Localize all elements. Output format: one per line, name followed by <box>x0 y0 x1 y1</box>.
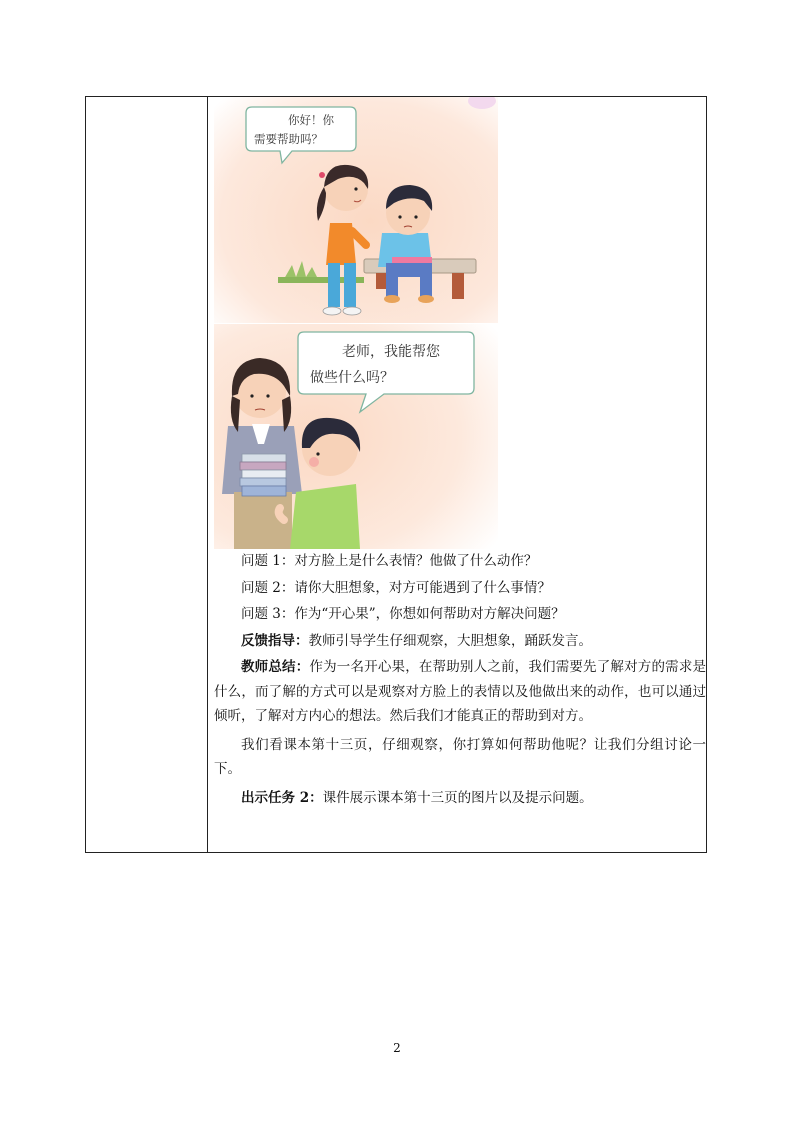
summary-label: 教师总结： <box>241 659 310 675</box>
summary-paragraph <box>214 655 706 729</box>
page-number: 2 <box>393 1041 401 1055</box>
illustration-girl-helping-boy <box>214 97 498 323</box>
illustration-boy-helping-teacher <box>214 324 498 549</box>
bubble-line-2: 做些什么吗？ <box>310 370 394 386</box>
task-text: 课件展示课本第十三页的图片以及提示问题。 <box>322 789 593 806</box>
task-label: 出示任务 2： <box>241 789 323 806</box>
column-divider <box>207 97 208 852</box>
feedback-paragraph <box>214 629 706 654</box>
bubble-line-1: 老师，我能帮您 <box>342 344 440 360</box>
book-stack <box>240 454 286 496</box>
feedback-text: 教师引导学生仔细观察，大胆想象，踊跃发言。 <box>308 632 592 649</box>
lesson-text <box>214 549 706 814</box>
task-paragraph <box>214 786 706 811</box>
bubble-line-2: 需要帮助吗？ <box>254 132 323 146</box>
question-2: 问题 2：请你大胆想象，对方可能遇到了什么事情？ <box>241 579 551 596</box>
feedback-label: 反馈指导： <box>241 632 309 649</box>
question-3: 问题 3：作为“开心果”，你想如何帮助对方解决问题？ <box>241 606 565 622</box>
summary-text: 作为一名开心果，在帮助别人之前，我们需要先了解对方的需求是什么，而了解的方式可以是观察对方脸上的表情以及他做出来的动作，也可以通过倾听，了解对方内心的想法。然后我们才能真正的帮助到对方。 <box>214 659 707 724</box>
question-1: 问题 1：对方脸上是什么表情？他做了什么动作？ <box>241 553 538 569</box>
discussion-paragraph: 我们看课本第十三页，仔细观察，你打算如何帮助他呢？让我们分组讨论一下。 <box>214 736 706 777</box>
lesson-table <box>85 96 707 853</box>
bubble-line-1: 你好！你 <box>288 113 334 127</box>
